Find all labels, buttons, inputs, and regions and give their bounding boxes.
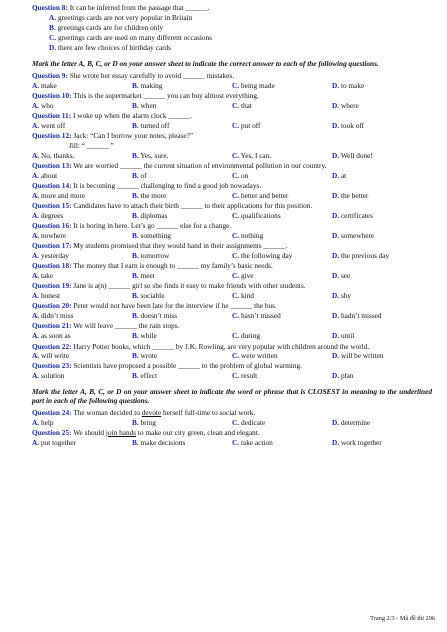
option-letter: C. bbox=[232, 230, 240, 240]
option-text: take bbox=[40, 270, 54, 280]
option-text: help bbox=[40, 417, 54, 427]
question-number: Question 10: bbox=[32, 91, 72, 100]
question-number: Question 23: bbox=[32, 361, 72, 370]
option-c[interactable] bbox=[232, 439, 332, 449]
option-letter: D. bbox=[332, 190, 340, 200]
option-b[interactable] bbox=[132, 82, 232, 92]
option-text: there are few choices of birthday cards bbox=[57, 43, 171, 52]
option-letter: B. bbox=[132, 120, 139, 130]
options-row bbox=[32, 312, 432, 322]
option-c[interactable] bbox=[232, 192, 332, 202]
option-text: Yes, sure. bbox=[140, 150, 169, 160]
option-a[interactable] bbox=[32, 82, 132, 92]
option-text: put together bbox=[40, 437, 76, 447]
option-letter: A. bbox=[32, 100, 40, 110]
option-a[interactable] bbox=[32, 439, 132, 449]
question-text: The woman decided to bbox=[73, 408, 142, 417]
option-d[interactable] bbox=[332, 292, 432, 302]
option-c[interactable] bbox=[232, 82, 332, 92]
question-10 bbox=[32, 92, 432, 112]
option-letter: B. bbox=[132, 330, 139, 340]
option-letter: C. bbox=[232, 350, 240, 360]
exam-sheet bbox=[32, 4, 432, 449]
option-c[interactable] bbox=[232, 372, 332, 382]
option-letter: B. bbox=[132, 310, 139, 320]
option-text: sociable bbox=[140, 290, 165, 300]
option-letter: B. bbox=[132, 100, 139, 110]
question-14 bbox=[32, 182, 432, 202]
option-letter: B. bbox=[132, 150, 139, 160]
option-text: while bbox=[140, 330, 157, 340]
option-b[interactable] bbox=[132, 252, 232, 262]
option-text: take action bbox=[240, 437, 273, 447]
option-letter: C. bbox=[232, 210, 240, 220]
question-22 bbox=[32, 342, 432, 362]
option-a[interactable] bbox=[32, 212, 132, 222]
underlined-phrase: devote bbox=[141, 408, 162, 417]
option-letter: C. bbox=[232, 417, 240, 427]
option-text: make bbox=[40, 80, 57, 90]
option-text: something bbox=[140, 230, 171, 240]
option-text: better and better bbox=[240, 190, 289, 200]
option-text: the following day bbox=[240, 250, 293, 260]
option-letter: C. bbox=[232, 310, 240, 320]
option-d[interactable] bbox=[332, 372, 432, 382]
options-list bbox=[32, 14, 432, 54]
option-b[interactable] bbox=[132, 292, 232, 302]
option-b[interactable] bbox=[132, 419, 232, 429]
option-letter: B. bbox=[132, 210, 139, 220]
option-d[interactable] bbox=[32, 44, 432, 54]
option-letter: C. bbox=[232, 270, 240, 280]
option-text: Well done! bbox=[340, 150, 373, 160]
option-letter: A. bbox=[32, 150, 40, 160]
option-letter: D. bbox=[49, 43, 57, 52]
question-19 bbox=[32, 282, 432, 302]
option-c[interactable] bbox=[232, 122, 332, 132]
option-letter: C. bbox=[232, 290, 240, 300]
option-text: determine bbox=[340, 417, 371, 427]
option-d[interactable] bbox=[332, 212, 432, 222]
underlined-phrase: join hands bbox=[105, 428, 137, 437]
option-letter: A. bbox=[32, 250, 40, 260]
option-text: were written bbox=[240, 350, 278, 360]
question-12 bbox=[32, 132, 432, 162]
option-c[interactable] bbox=[232, 212, 332, 222]
option-text: of bbox=[140, 170, 147, 180]
question-21 bbox=[32, 322, 432, 342]
question-text: We will leave ______ the rain stops. bbox=[73, 321, 180, 330]
options-row bbox=[32, 252, 432, 262]
option-letter: A. bbox=[32, 330, 40, 340]
question-text: Jane is a(n) ______ girl so she finds it easy to make friends with other students. bbox=[73, 281, 306, 290]
option-c[interactable] bbox=[232, 292, 332, 302]
option-text: plan bbox=[340, 370, 354, 380]
option-d[interactable] bbox=[332, 152, 432, 162]
option-a[interactable] bbox=[32, 372, 132, 382]
option-d[interactable] bbox=[332, 232, 432, 242]
option-text: diplomas bbox=[140, 210, 168, 220]
page-footer: Trang 2/3 - Mã đề thi 296 bbox=[370, 614, 435, 622]
option-letter: C. bbox=[232, 80, 240, 90]
question-text: Scientists have proposed a possible ______ to the problem of global warming. bbox=[73, 361, 302, 370]
question-11 bbox=[32, 112, 432, 132]
option-letter: A. bbox=[32, 270, 40, 280]
option-letter: B. bbox=[132, 230, 139, 240]
option-b[interactable] bbox=[132, 172, 232, 182]
option-text: nowhere bbox=[40, 230, 67, 240]
question-text: It can be inferred from the passage that ______. bbox=[69, 4, 210, 12]
option-a[interactable] bbox=[32, 252, 132, 262]
option-c[interactable] bbox=[232, 172, 332, 182]
option-c[interactable] bbox=[232, 102, 332, 112]
option-a[interactable] bbox=[32, 292, 132, 302]
question-number: Question 17: bbox=[32, 241, 72, 250]
option-letter: C. bbox=[232, 190, 240, 200]
options-row bbox=[32, 332, 432, 342]
option-c[interactable] bbox=[232, 272, 332, 282]
option-text: being made bbox=[240, 80, 275, 90]
option-text: yesterday bbox=[40, 250, 69, 260]
option-a[interactable] bbox=[32, 352, 132, 362]
option-text: more and more bbox=[40, 190, 86, 200]
question-number: Question 9: bbox=[32, 71, 68, 80]
option-d[interactable] bbox=[332, 122, 432, 132]
option-d[interactable] bbox=[332, 419, 432, 429]
option-text: on bbox=[240, 170, 249, 180]
question-text: We should bbox=[73, 428, 106, 437]
options-row bbox=[32, 292, 432, 302]
question-17 bbox=[32, 242, 432, 262]
option-letter: A. bbox=[32, 437, 40, 447]
question-number: Question 22: bbox=[32, 341, 72, 351]
option-text: will be written bbox=[340, 350, 384, 360]
question-text: herself full-time to social work. bbox=[161, 408, 256, 417]
option-a[interactable] bbox=[32, 272, 132, 282]
option-a[interactable] bbox=[32, 332, 132, 342]
option-text: bring bbox=[140, 417, 156, 427]
option-letter: D. bbox=[332, 150, 340, 160]
option-a[interactable] bbox=[32, 172, 132, 182]
question-text: My students promised that they would hand in their assignments ______. bbox=[73, 241, 288, 250]
question-number: Question 13: bbox=[32, 161, 72, 170]
option-d[interactable] bbox=[332, 332, 432, 342]
section-instruction: Mark the letter A, B, C, or D on your answer sheet to indicate the correct answer to each of the following questions. bbox=[32, 59, 379, 68]
option-text: during bbox=[240, 330, 260, 340]
questions-list bbox=[32, 409, 432, 449]
question-number: Question 24: bbox=[32, 408, 72, 417]
option-b[interactable] bbox=[132, 372, 232, 382]
option-letter: C. bbox=[232, 150, 240, 160]
options-row bbox=[32, 419, 432, 429]
question-20 bbox=[32, 302, 432, 322]
question-text: The money that I earn is enough to ______ my family’s basic needs. bbox=[73, 261, 273, 270]
option-letter: D. bbox=[332, 417, 340, 427]
options-row bbox=[32, 122, 432, 132]
option-text: dedicate bbox=[240, 417, 266, 427]
option-a[interactable] bbox=[32, 122, 132, 132]
option-text: will write bbox=[40, 350, 70, 360]
option-d[interactable] bbox=[332, 352, 432, 362]
question-25 bbox=[32, 429, 432, 449]
options-row bbox=[32, 272, 432, 282]
option-text: greetings cards are used on many different occasions bbox=[57, 33, 212, 42]
option-letter: D. bbox=[332, 100, 340, 110]
question-8 bbox=[32, 4, 432, 54]
option-letter: C. bbox=[232, 437, 240, 447]
question-number: Question 15: bbox=[32, 201, 72, 210]
question-number: Question 14: bbox=[32, 181, 72, 190]
option-letter: B. bbox=[49, 23, 56, 32]
option-letter: A. bbox=[32, 310, 40, 320]
option-a[interactable] bbox=[32, 152, 132, 162]
option-d[interactable] bbox=[332, 439, 432, 449]
option-letter: A. bbox=[32, 190, 40, 200]
option-letter: D. bbox=[332, 230, 340, 240]
option-text: to make bbox=[340, 80, 365, 90]
option-text: put off bbox=[240, 120, 261, 130]
questions-list bbox=[32, 72, 432, 382]
option-b[interactable] bbox=[132, 232, 232, 242]
option-c[interactable] bbox=[232, 152, 332, 162]
option-text: honest bbox=[40, 290, 60, 300]
option-text: wrote bbox=[140, 350, 158, 360]
option-b[interactable] bbox=[132, 312, 232, 322]
option-letter: B. bbox=[132, 190, 139, 200]
options-row bbox=[32, 152, 432, 162]
question-text: It is becoming ______ challenging to find a good job nowadays. bbox=[73, 181, 262, 190]
section-instruction: Mark the letter A, B, C, or D on your answer sheet to indicate the word or phrase that is CLOSEST in meaning to the underlined part in each of the following questions. bbox=[32, 386, 432, 405]
option-c[interactable] bbox=[232, 332, 332, 342]
option-text: at bbox=[340, 170, 347, 180]
option-text: see bbox=[340, 270, 351, 280]
option-b[interactable] bbox=[132, 122, 232, 132]
question-15 bbox=[32, 202, 432, 222]
question-number: Question 25: bbox=[32, 428, 72, 437]
option-letter: A. bbox=[32, 230, 40, 240]
option-letter: A. bbox=[49, 13, 57, 22]
option-letter: A. bbox=[32, 417, 40, 427]
option-text: certificates bbox=[340, 210, 373, 220]
option-text: make decisions bbox=[140, 437, 186, 447]
question-stem bbox=[32, 132, 432, 142]
option-text: the previous day bbox=[340, 250, 390, 260]
option-letter: D. bbox=[332, 370, 340, 380]
question-text: She wrote her essay carefully to avoid ______ mistakes. bbox=[69, 71, 235, 80]
option-letter: D. bbox=[332, 250, 340, 260]
option-text: work together bbox=[340, 437, 382, 447]
option-b[interactable] bbox=[132, 102, 232, 112]
option-letter: A. bbox=[32, 170, 40, 180]
option-b[interactable] bbox=[132, 439, 232, 449]
option-letter: C. bbox=[232, 170, 240, 180]
options-row bbox=[32, 232, 432, 242]
option-text: kind bbox=[240, 290, 254, 300]
option-text: shy bbox=[340, 290, 352, 300]
option-text: didn’t miss bbox=[40, 310, 74, 320]
option-text: greetings cards are not very popular in Britain bbox=[57, 13, 193, 22]
option-letter: B. bbox=[132, 417, 139, 427]
option-text: doesn’t miss bbox=[140, 310, 178, 320]
option-text: result bbox=[240, 370, 258, 380]
option-d[interactable] bbox=[332, 252, 432, 262]
option-b[interactable] bbox=[132, 272, 232, 282]
option-letter: D. bbox=[332, 270, 340, 280]
option-b[interactable] bbox=[132, 212, 232, 222]
option-text: went off bbox=[40, 120, 66, 130]
option-letter: D. bbox=[332, 310, 340, 320]
option-letter: A. bbox=[32, 120, 40, 130]
options-row bbox=[32, 439, 432, 449]
option-letter: D. bbox=[332, 80, 340, 90]
option-letter: B. bbox=[132, 250, 139, 260]
option-text: give bbox=[240, 270, 254, 280]
option-letter: C. bbox=[49, 33, 57, 42]
option-text: greetings cards are for children only bbox=[57, 23, 164, 32]
question-number: Question 21: bbox=[32, 321, 72, 330]
option-text: somewhere bbox=[340, 230, 375, 240]
option-letter: A. bbox=[32, 210, 40, 220]
option-c[interactable] bbox=[232, 352, 332, 362]
option-a[interactable] bbox=[32, 102, 132, 112]
option-text: turned off bbox=[140, 120, 170, 130]
option-text: the better bbox=[340, 190, 369, 200]
option-letter: A. bbox=[32, 350, 40, 360]
question-23 bbox=[32, 362, 432, 382]
question-number: Question 8: bbox=[32, 4, 68, 12]
question-text: We are worried ______ the current situation of environmental pollution in our country. bbox=[73, 161, 327, 170]
option-text: took off bbox=[340, 120, 365, 130]
option-letter: A. bbox=[32, 290, 40, 300]
option-letter: B. bbox=[132, 80, 139, 90]
option-letter: D. bbox=[332, 330, 340, 340]
option-c[interactable] bbox=[232, 312, 332, 322]
option-d[interactable] bbox=[332, 272, 432, 282]
option-a[interactable] bbox=[32, 312, 132, 322]
option-letter: C. bbox=[232, 250, 240, 260]
option-text: solution bbox=[40, 370, 65, 380]
option-b[interactable] bbox=[132, 352, 232, 362]
option-d[interactable] bbox=[332, 102, 432, 112]
option-a[interactable] bbox=[32, 192, 132, 202]
question-text: I woke up when the alarm clock ______. bbox=[72, 111, 193, 120]
option-letter: B. bbox=[132, 370, 139, 380]
option-text: meet bbox=[140, 270, 155, 280]
option-text: when bbox=[140, 100, 157, 110]
option-c[interactable] bbox=[232, 419, 332, 429]
question-number: Question 11: bbox=[32, 111, 72, 120]
option-text: as soon as bbox=[40, 330, 71, 340]
question-text: It is boring in here. Let’s go ______ else for a change. bbox=[73, 221, 232, 230]
option-letter: B. bbox=[132, 270, 139, 280]
options-row bbox=[32, 172, 432, 182]
option-b[interactable] bbox=[132, 332, 232, 342]
options-row bbox=[32, 372, 432, 382]
option-d[interactable] bbox=[332, 312, 432, 322]
question-text: to make our city green, clean and elegant. bbox=[136, 428, 260, 437]
option-letter: C. bbox=[232, 370, 240, 380]
option-text: the more bbox=[140, 190, 167, 200]
option-text: where bbox=[340, 100, 359, 110]
option-text: qualifications bbox=[240, 210, 281, 220]
option-b[interactable] bbox=[132, 192, 232, 202]
option-d[interactable] bbox=[332, 192, 432, 202]
dialogue-line: Jill: “ ______ ” bbox=[69, 140, 114, 150]
option-letter: B. bbox=[132, 290, 139, 300]
question-number: Question 12: bbox=[32, 131, 72, 140]
question-text: Candidates have to attach their birth ______ to their applications for this position. bbox=[73, 201, 313, 210]
option-letter: D. bbox=[332, 120, 340, 130]
options-row bbox=[32, 192, 432, 202]
option-letter: D. bbox=[332, 170, 340, 180]
option-b[interactable] bbox=[132, 152, 232, 162]
options-row bbox=[32, 82, 432, 92]
option-letter: D. bbox=[332, 350, 340, 360]
options-row bbox=[32, 102, 432, 112]
option-text: about bbox=[40, 170, 58, 180]
question-text: Harry Potter books, which ______ by J.K. Rowling, are very popular with children around the world. bbox=[73, 341, 370, 351]
option-letter: D. bbox=[332, 210, 340, 220]
option-c[interactable] bbox=[232, 252, 332, 262]
question-9 bbox=[32, 72, 432, 92]
option-text: tomorrow bbox=[140, 250, 170, 260]
question-number: Question 19: bbox=[32, 281, 72, 290]
option-text: No, thanks. bbox=[40, 150, 75, 160]
option-text: effect bbox=[140, 370, 158, 380]
option-letter: D. bbox=[332, 437, 340, 447]
option-d[interactable] bbox=[332, 172, 432, 182]
option-text: Yes, I can. bbox=[240, 150, 272, 160]
option-a[interactable] bbox=[32, 232, 132, 242]
option-letter: C. bbox=[232, 100, 240, 110]
option-text: hasn’t missed bbox=[240, 310, 281, 320]
option-letter: D. bbox=[332, 290, 340, 300]
option-letter: B. bbox=[132, 350, 139, 360]
question-24 bbox=[32, 409, 432, 429]
question-number: Question 16: bbox=[32, 221, 72, 230]
question-16 bbox=[32, 222, 432, 242]
option-letter: B. bbox=[132, 437, 139, 447]
option-text: hadn’t missed bbox=[340, 310, 382, 320]
option-text: who bbox=[40, 100, 54, 110]
option-a[interactable] bbox=[32, 419, 132, 429]
option-text: that bbox=[240, 100, 252, 110]
question-18 bbox=[32, 262, 432, 282]
question-number: Question 20: bbox=[32, 301, 72, 310]
option-letter: A. bbox=[32, 80, 40, 90]
option-text: making bbox=[140, 80, 163, 90]
options-row bbox=[32, 352, 432, 362]
question-text: Jack: “Can I borrow your notes, please?” bbox=[73, 131, 194, 140]
option-letter: C. bbox=[232, 330, 240, 340]
question-text: This is the supermarket ______ you can buy almost everything. bbox=[73, 91, 259, 100]
option-letter: C. bbox=[232, 120, 240, 130]
option-letter: B. bbox=[132, 170, 139, 180]
option-d[interactable] bbox=[332, 82, 432, 92]
question-text: Peter would not have been late for the interview if he ______ the bus. bbox=[73, 301, 277, 310]
question-13 bbox=[32, 162, 432, 182]
question-number: Question 18: bbox=[32, 261, 72, 270]
options-row bbox=[32, 212, 432, 222]
option-text: until bbox=[340, 330, 355, 340]
option-c[interactable] bbox=[232, 232, 332, 242]
option-text: nothing bbox=[240, 230, 264, 240]
option-text: degrees bbox=[40, 210, 64, 220]
option-letter: A. bbox=[32, 370, 40, 380]
